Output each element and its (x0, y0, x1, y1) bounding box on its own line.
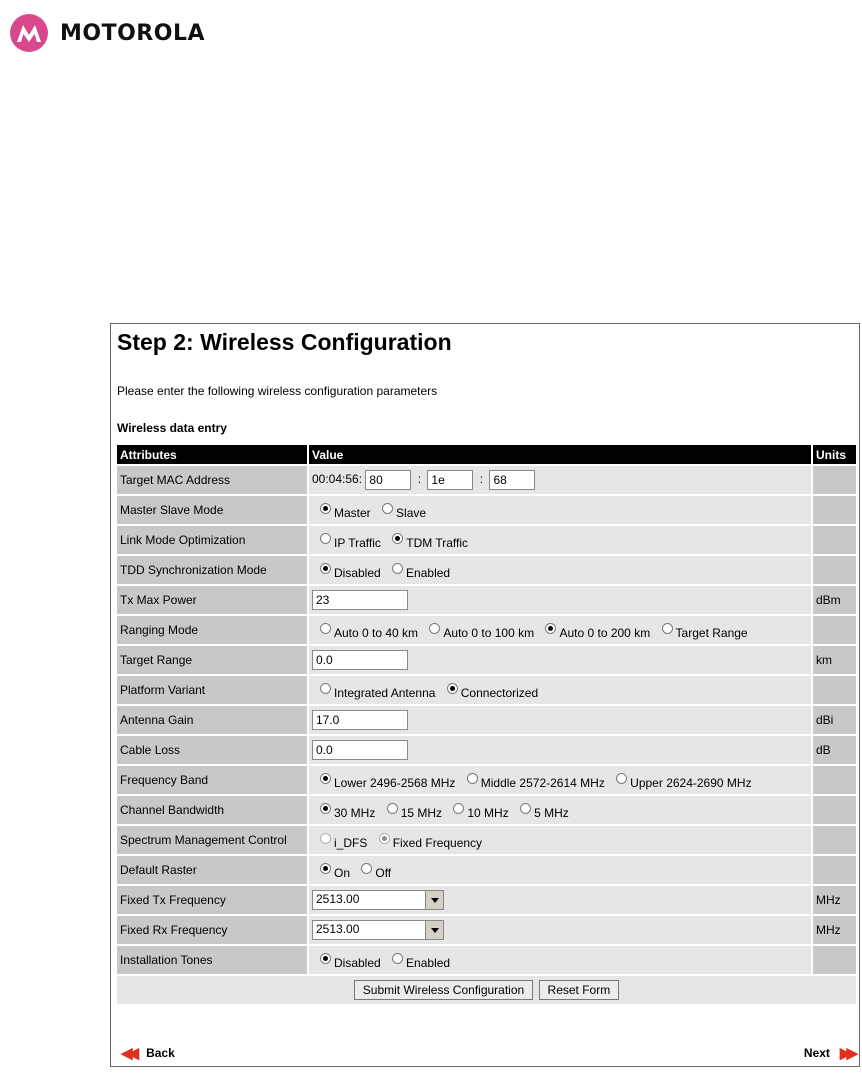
brand-name: MOTOROLA (60, 20, 205, 46)
table-row (117, 676, 856, 704)
attr-label: Installation Tones (117, 946, 307, 974)
radio-button[interactable] (320, 863, 331, 874)
wireless-config-table (115, 443, 858, 1006)
tdm-traffic-option[interactable]: TDM Traffic (392, 533, 468, 548)
attr-label: Master Slave Mode (117, 496, 307, 524)
master-slave-radio-group (309, 496, 811, 524)
table-row (117, 616, 856, 644)
radio-button[interactable] (520, 803, 531, 814)
tdd-sync-radio-group (309, 556, 811, 584)
channel-bandwidth-radio-group (309, 796, 811, 824)
mac-octet-3-input[interactable] (489, 470, 535, 490)
unit-dbm: dBm (813, 586, 856, 614)
radio-button[interactable] (392, 533, 403, 544)
radio-button[interactable] (320, 683, 331, 694)
radio-button[interactable] (320, 953, 331, 964)
wireless-config-panel (110, 323, 860, 1067)
page-title: Step 2: Wireless Configuration (117, 329, 452, 355)
auto-100km-option[interactable]: Auto 0 to 100 km (429, 623, 534, 638)
lower-band-option[interactable]: Lower 2496-2568 MHz (320, 773, 455, 788)
bw-10mhz-option[interactable]: 10 MHz (453, 803, 508, 818)
bw-15mhz-option[interactable]: 15 MHz (387, 803, 442, 818)
target-mac-value (309, 466, 811, 494)
attr-label: Frequency Band (117, 766, 307, 794)
fixed-frequency-option[interactable]: Fixed Frequency (379, 833, 482, 848)
spectrum-mgmt-radio-group (309, 826, 811, 854)
tx-max-power-input[interactable] (312, 590, 408, 610)
back-link[interactable] (121, 1044, 175, 1062)
mac-separator: : (479, 472, 484, 487)
table-row (117, 946, 856, 974)
radio-button[interactable] (320, 773, 331, 784)
raster-off-option[interactable]: Off (361, 863, 391, 878)
unit-mhz: MHz (813, 916, 856, 944)
fixed-tx-value (309, 886, 811, 914)
unit-db: dB (813, 736, 856, 764)
chevron-down-icon[interactable] (425, 921, 443, 939)
button-row (117, 976, 856, 1004)
attr-label: Cable Loss (117, 736, 307, 764)
back-label: Back (146, 1046, 175, 1060)
table-row (117, 736, 856, 764)
table-row (117, 766, 856, 794)
frequency-band-radio-group (309, 766, 811, 794)
table-row (117, 886, 856, 914)
table-row (117, 526, 856, 554)
unit-cell (813, 616, 856, 644)
attr-label: Channel Bandwidth (117, 796, 307, 824)
table-row (117, 796, 856, 824)
table-header-row (117, 445, 856, 464)
radio-button[interactable] (453, 803, 464, 814)
target-range-value (309, 646, 811, 674)
mac-prefix: 00:04:56: (312, 472, 363, 487)
cable-loss-value (309, 736, 811, 764)
radio-button[interactable] (662, 623, 673, 634)
radio-button[interactable] (320, 833, 331, 844)
fixed-tx-frequency-select[interactable] (312, 890, 444, 910)
unit-km: km (813, 646, 856, 674)
header-attributes: Attributes (117, 445, 307, 464)
table-row (117, 646, 856, 674)
tones-disabled-option[interactable]: Disabled (320, 953, 381, 968)
table-row (117, 586, 856, 614)
default-raster-radio-group (309, 856, 811, 884)
radio-button[interactable] (320, 533, 331, 544)
reset-form-button[interactable]: Reset Form (539, 980, 620, 1000)
master-option[interactable]: Master (320, 503, 371, 518)
next-link[interactable] (804, 1044, 853, 1062)
attr-label: Target MAC Address (117, 466, 307, 494)
connectorized-option[interactable]: Connectorized (447, 683, 538, 698)
table-row (117, 916, 856, 944)
radio-button[interactable] (320, 623, 331, 634)
radio-button[interactable] (545, 623, 556, 634)
auto-40km-option[interactable]: Auto 0 to 40 km (320, 623, 418, 638)
tx-max-power-value (309, 586, 811, 614)
target-range-option[interactable]: Target Range (662, 623, 748, 638)
header-units: Units (813, 445, 856, 464)
fixed-rx-frequency-select[interactable] (312, 920, 444, 940)
attr-label: Fixed Rx Frequency (117, 916, 307, 944)
attr-label: TDD Synchronization Mode (117, 556, 307, 584)
intro-text: Please enter the following wireless configuration parameters (117, 384, 438, 398)
link-mode-radio-group (309, 526, 811, 554)
attr-label: Fixed Tx Frequency (117, 886, 307, 914)
table-row (117, 856, 856, 884)
slave-option[interactable]: Slave (382, 503, 426, 518)
raster-on-option[interactable]: On (320, 863, 350, 878)
table-row (117, 556, 856, 584)
tones-enabled-option[interactable]: Enabled (392, 953, 450, 968)
submit-wireless-config-button[interactable]: Submit Wireless Configuration (354, 980, 533, 1000)
attr-label: Platform Variant (117, 676, 307, 704)
antenna-gain-input[interactable] (312, 710, 408, 730)
radio-button[interactable] (387, 803, 398, 814)
unit-cell (813, 826, 856, 854)
select-value: 2513.00 (316, 892, 360, 906)
table-row (117, 496, 856, 524)
unit-cell (813, 946, 856, 974)
mac-separator: : (417, 472, 422, 487)
ip-traffic-option[interactable]: IP Traffic (320, 533, 381, 548)
unit-cell (813, 856, 856, 884)
motorola-batwing-icon (10, 14, 48, 52)
unit-cell (813, 676, 856, 704)
cable-loss-input[interactable] (312, 740, 408, 760)
radio-button[interactable] (392, 953, 403, 964)
attr-label: Ranging Mode (117, 616, 307, 644)
double-right-arrow-icon: ▶▶ (839, 1045, 853, 1062)
radio-button[interactable] (320, 803, 331, 814)
fixed-rx-value (309, 916, 811, 944)
table-row (117, 826, 856, 854)
radio-button[interactable] (382, 503, 393, 514)
attr-label: Antenna Gain (117, 706, 307, 734)
radio-button[interactable] (320, 563, 331, 574)
unit-cell (813, 466, 856, 494)
radio-button[interactable] (379, 833, 390, 844)
tdd-disabled-option[interactable]: Disabled (320, 563, 381, 578)
radio-button[interactable] (467, 773, 478, 784)
attr-label: Default Raster (117, 856, 307, 884)
antenna-gain-value (309, 706, 811, 734)
radio-button[interactable] (447, 683, 458, 694)
select-value: 2513.00 (316, 922, 360, 936)
attr-label: Spectrum Management Control (117, 826, 307, 854)
platform-variant-radio-group (309, 676, 811, 704)
i-dfs-option[interactable]: i_DFS (320, 833, 367, 848)
auto-200km-option[interactable]: Auto 0 to 200 km (545, 623, 650, 638)
unit-cell (813, 796, 856, 824)
attr-label: Target Range (117, 646, 307, 674)
mac-octet-2-input[interactable] (427, 470, 473, 490)
unit-cell (813, 526, 856, 554)
radio-button[interactable] (320, 503, 331, 514)
ranging-mode-radio-group (309, 616, 811, 644)
table-row (117, 466, 856, 494)
chevron-down-icon[interactable] (425, 891, 443, 909)
button-cell (117, 976, 856, 1004)
section-label: Wireless data entry (117, 421, 227, 435)
unit-cell (813, 556, 856, 584)
table-row (117, 706, 856, 734)
mac-octet-1-input[interactable] (365, 470, 411, 490)
radio-button[interactable] (616, 773, 627, 784)
next-label: Next (803, 1046, 830, 1060)
header-value: Value (309, 445, 811, 464)
unit-dbi: dBi (813, 706, 856, 734)
bw-30mhz-option[interactable]: 30 MHz (320, 803, 375, 818)
unit-mhz: MHz (813, 886, 856, 914)
radio-button[interactable] (392, 563, 403, 574)
unit-cell (813, 496, 856, 524)
double-left-arrow-icon: ◀◀ (121, 1045, 135, 1062)
target-range-input[interactable] (312, 650, 408, 670)
radio-button[interactable] (429, 623, 440, 634)
motorola-logo (10, 14, 205, 52)
integrated-antenna-option[interactable]: Integrated Antenna (320, 683, 435, 698)
middle-band-option[interactable]: Middle 2572-2614 MHz (467, 773, 605, 788)
tdd-enabled-option[interactable]: Enabled (392, 563, 450, 578)
bw-5mhz-option[interactable]: 5 MHz (520, 803, 569, 818)
radio-button[interactable] (361, 863, 372, 874)
attr-label: Link Mode Optimization (117, 526, 307, 554)
upper-band-option[interactable]: Upper 2624-2690 MHz (616, 773, 751, 788)
install-tones-radio-group (309, 946, 811, 974)
attr-label: Tx Max Power (117, 586, 307, 614)
unit-cell (813, 766, 856, 794)
